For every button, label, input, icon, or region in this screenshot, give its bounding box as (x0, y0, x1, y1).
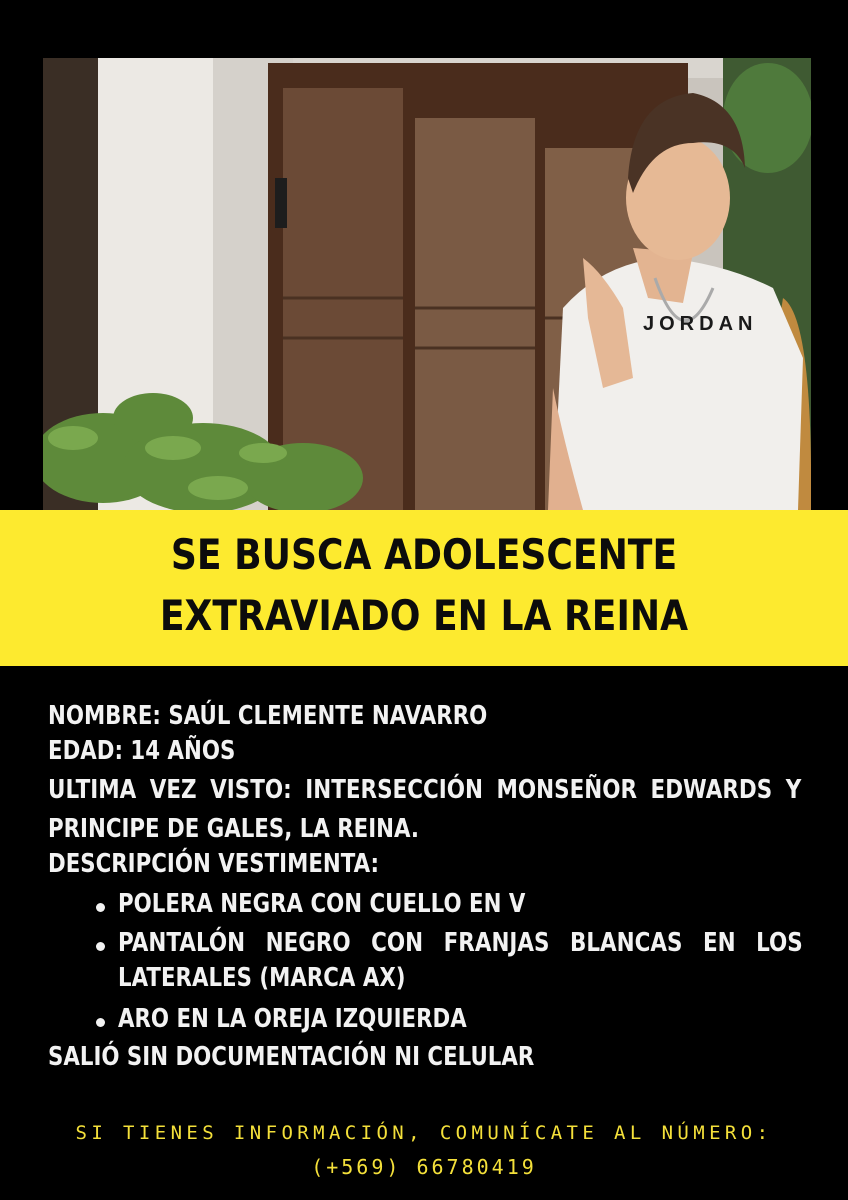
last-seen-line-1: ULTIMA VEZ VISTO: INTERSECCIÓN MONSEÑOR EDWARDS Y (48, 775, 802, 805)
clothing-item-earring: ARO EN LA OREJA IZQUIERDA (118, 1004, 467, 1034)
clothing-item-shirt: POLERA NEGRA CON CUELLO EN V (118, 889, 526, 919)
age-field: EDAD: 14 AÑOS (48, 736, 236, 766)
clothing-item-pants: PANTALÓN NEGRO CON FRANJAS BLANCAS EN LOS (118, 928, 803, 958)
clothing-item-pants-cont: LATERALES (MARCA AX) (118, 963, 406, 993)
headline-line-2: EXTRAVIADO EN LA REINA (159, 591, 689, 640)
shirt-logo-text: JORDAN (643, 313, 758, 335)
name-field: NOMBRE: SAÚL CLEMENTE NAVARRO (48, 701, 488, 731)
contact-phone: (+569) 66780419 (311, 1155, 537, 1179)
contact-prompt: SI TIENES INFORMACIÓN, COMUNÍCATE AL NÚMERO: (75, 1122, 773, 1144)
bullet-dot (96, 903, 105, 912)
clothing-description-label: DESCRIPCIÓN VESTIMENTA: (48, 849, 380, 879)
headline-line-1: SE BUSCA ADOLESCENTE (170, 530, 678, 579)
bullet-dot (96, 942, 105, 951)
bullet-dot (96, 1018, 105, 1027)
last-seen-line-2: PRINCIPE DE GALES, LA REINA. (48, 814, 419, 844)
no-documents-note: SALIÓ SIN DOCUMENTACIÓN NI CELULAR (48, 1042, 535, 1072)
missing-person-photo (43, 58, 811, 510)
